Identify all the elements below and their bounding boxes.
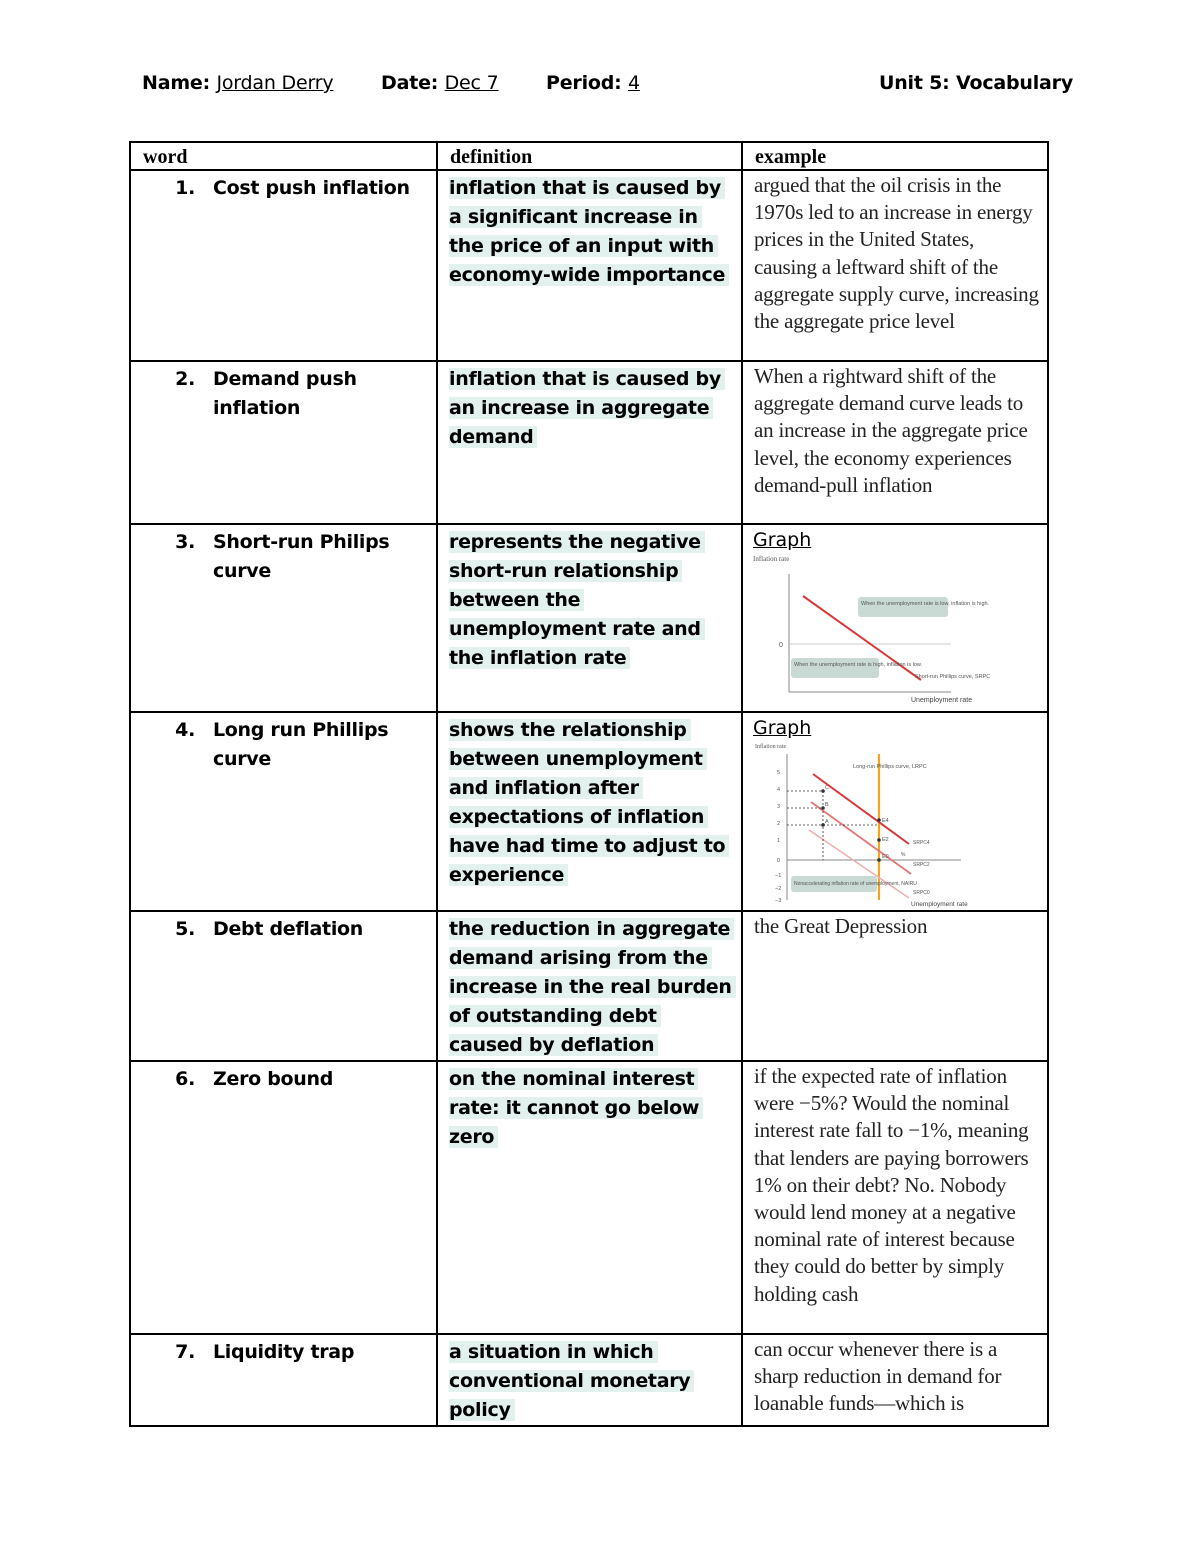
- table-row: [130, 1334, 1048, 1426]
- example-cell: [742, 524, 1048, 712]
- column-header-definition: definition: [437, 142, 742, 170]
- svg-text:−3: −3: [775, 898, 782, 904]
- callout-high-box: [858, 597, 948, 617]
- table-row: [130, 361, 1048, 524]
- definition-text: represents the negative short-run relationship between the unemployment rate and the inflation rate: [449, 531, 705, 669]
- row-number: 5.: [175, 918, 195, 940]
- callout-low: When the unemployment rate is high, inflation is low.: [794, 662, 923, 668]
- definition-text: inflation that is caused by a significant increase in the price of an input with economy-wide importance: [449, 177, 729, 286]
- svg-text:E2: E2: [882, 837, 889, 843]
- y-axis-label: Inflation rate: [753, 555, 790, 563]
- curve-label: Short-run Phillips curve, SRPC: [915, 674, 991, 680]
- x-axis-label: Unemployment rate: [911, 697, 973, 704]
- word-cell: [130, 712, 437, 911]
- svg-text:−1: −1: [775, 873, 782, 879]
- vocab-word: Debt deflation: [213, 918, 364, 940]
- vocab-word: Short-run Philips curve: [213, 531, 390, 582]
- date-label: Date:: [381, 72, 439, 94]
- definition-cell: [437, 712, 742, 911]
- svg-text:0: 0: [777, 858, 781, 864]
- short-run-phillips-curve-graph: [751, 552, 991, 704]
- word-cell: [130, 170, 437, 361]
- name-label: Name:: [142, 72, 211, 94]
- callout-low-box: [791, 658, 879, 678]
- example-cell: [742, 712, 1048, 911]
- long-run-phillips-curve-graph: [751, 740, 966, 908]
- svg-text:B: B: [825, 802, 829, 808]
- svg-text:SRPC2: SRPC2: [913, 862, 930, 868]
- word-cell: [130, 524, 437, 712]
- row-number: 7.: [175, 1341, 195, 1363]
- svg-text:5: 5: [777, 770, 781, 776]
- table-row: [130, 911, 1048, 1061]
- vocab-word: Liquidity trap: [213, 1341, 355, 1363]
- date-value: Dec 7: [444, 72, 499, 94]
- definition-text: the reduction in aggregate demand arising from the increase in the real burden of outstanding debt caused by deflation: [449, 918, 736, 1056]
- example-text: argued that the oil crisis in the 1970s led to an increase in energy prices in the United States, causing a leftward shift of the aggregate supply curve, increasing the aggregate price level: [754, 173, 1039, 334]
- column-header-word: word: [130, 142, 437, 170]
- word-cell: [130, 911, 437, 1061]
- x-axis-label: Unemployment rate: [911, 901, 968, 908]
- svg-text:E0: E0: [882, 854, 889, 860]
- unit-title: Unit 5: Vocabulary: [879, 72, 1074, 94]
- svg-text:SRPC4: SRPC4: [913, 840, 930, 846]
- period-label: Period:: [546, 72, 622, 94]
- callout-high: When the unemployment rate is low, inflation is high.: [861, 601, 990, 607]
- lrpc-label: Long-run Phillips curve, LRPC: [853, 764, 927, 770]
- definition-cell: [437, 1334, 742, 1426]
- x-axis-mark: %: [901, 852, 906, 858]
- y-axis-label: Inflation rate: [755, 744, 787, 750]
- period-value: 4: [627, 72, 640, 94]
- table-header-row: [130, 142, 1048, 170]
- graph-link[interactable]: Graph: [753, 717, 812, 739]
- svg-text:−2: −2: [775, 886, 782, 892]
- example-cell: [742, 170, 1048, 361]
- svg-text:SRPC0: SRPC0: [913, 890, 930, 896]
- table-row: [130, 712, 1048, 911]
- row-number: 4.: [175, 719, 195, 741]
- example-text: the Great Depression: [754, 914, 928, 938]
- definition-cell: [437, 361, 742, 524]
- table-row: [130, 524, 1048, 712]
- definition-cell: [437, 911, 742, 1061]
- nairu-callout: Nonaccelerating inflation rate of unemployment, NAIRU: [794, 881, 917, 887]
- example-text: if the expected rate of inflation were −5%? Would the nominal interest rate fall to −1%, meaning that lenders are paying borrowers 1% on their debt? No. Nobody would lend money at a negative nominal rate of interest because they could do better by simply holding cash: [754, 1064, 1029, 1306]
- word-cell: [130, 1334, 437, 1426]
- svg-text:2: 2: [777, 821, 781, 827]
- svg-text:E4: E4: [882, 818, 889, 824]
- svg-text:1: 1: [777, 838, 781, 844]
- definition-text: a situation in which conventional monetary policy: [449, 1341, 694, 1421]
- definition-cell: [437, 524, 742, 712]
- graph-link[interactable]: Graph: [753, 529, 812, 551]
- row-number: 1.: [175, 177, 195, 199]
- definition-text: shows the relationship between unemployment and inflation after expectations of inflation have had time to adjust to experience: [449, 719, 729, 886]
- svg-text:A: A: [825, 819, 829, 825]
- row-number: 3.: [175, 531, 195, 553]
- definition-text: inflation that is caused by an increase in aggregate demand: [449, 368, 725, 448]
- period-field: [546, 72, 640, 94]
- name-field: [142, 72, 333, 94]
- vocab-word: Demand push inflation: [213, 368, 357, 419]
- definition-cell: [437, 170, 742, 361]
- row-number: 6.: [175, 1068, 195, 1090]
- vocab-word: Long run Phillips curve: [213, 719, 389, 770]
- example-cell: [742, 911, 1048, 1061]
- table-row: [130, 170, 1048, 361]
- row-number: 2.: [175, 368, 195, 390]
- example-text: When a rightward shift of the aggregate demand curve leads to an increase in the aggregate price level, the economy experiences demand-pull inflation: [754, 364, 1028, 497]
- svg-text:3: 3: [777, 804, 781, 810]
- word-cell: [130, 361, 437, 524]
- example-cell: [742, 1061, 1048, 1334]
- example-text: can occur whenever there is a sharp reduction in demand for loanable funds—which is: [754, 1337, 1002, 1416]
- date-field: [381, 72, 499, 94]
- vocab-word: Cost push inflation: [213, 177, 410, 199]
- vocab-word: Zero bound: [213, 1068, 334, 1090]
- zero-tick: 0: [779, 642, 783, 649]
- table-row: [130, 1061, 1048, 1334]
- example-cell: [742, 1334, 1048, 1426]
- svg-text:C: C: [825, 785, 829, 791]
- vocabulary-table: [129, 141, 1049, 1427]
- example-cell: [742, 361, 1048, 524]
- definition-text: on the nominal interest rate: it cannot go below zero: [449, 1068, 703, 1148]
- definition-cell: [437, 1061, 742, 1334]
- svg-text:4: 4: [777, 787, 781, 793]
- column-header-example: example: [742, 142, 1048, 170]
- name-value: Jordan Derry: [216, 72, 334, 94]
- word-cell: [130, 1061, 437, 1334]
